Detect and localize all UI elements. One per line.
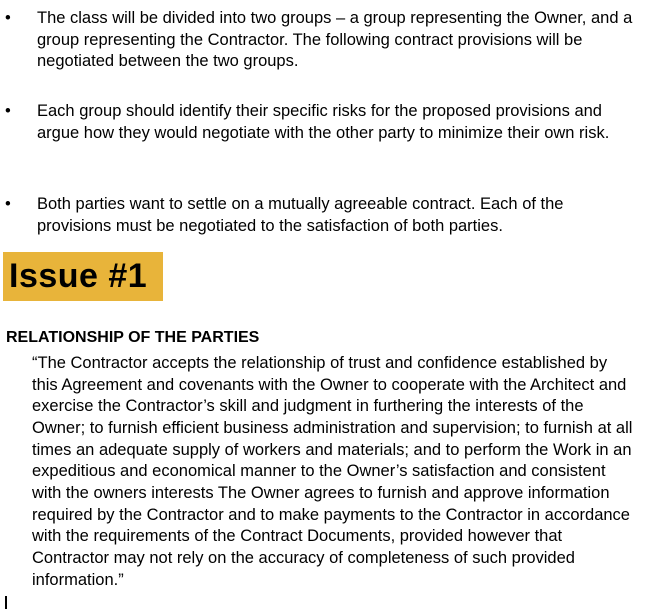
- bullet-text: The class will be divided into two groups – a group representing the Owner, and a group representing the Contractor. The following contract provisions will be negotiated between the two groups.: [37, 9, 633, 70]
- bullet-text: Each group should identify their specific risks for the proposed provisions and argue how they would negotiate with the other party to minimize their own risk.: [37, 102, 610, 142]
- section-heading: RELATIONSHIP OF THE PARTIES: [6, 329, 260, 346]
- bullet-marker: •: [5, 9, 11, 27]
- bullet-marker: •: [5, 102, 11, 120]
- text-cursor: [5, 596, 7, 609]
- issue-title: Issue #1: [9, 257, 148, 295]
- issue-highlight: [3, 252, 163, 301]
- bullet-marker: •: [5, 195, 11, 213]
- bullet-text: Both parties want to settle on a mutually agreeable contract. Each of the provisions must be negotiated to the satisfaction of both parties.: [37, 195, 564, 235]
- provision-quote: “The Contractor accepts the relationship of trust and confidence established by this Agreement and covenants with the Owner to cooperate with the Architect and exercise the Contractor’s skill and judgment in furthering the interests of the Owner; to furnish efficient business administration and supervision; to furnish at all times an adequate supply of workers and materials; and to perform the Work in an expeditious and economical manner to the Owner’s satisfaction and consistent with the owners interests The Owner agrees to furnish and approve information required by the Contractor and to make payments to the Contractor in accordance with the requirements of the Contract Documents, provided however that Contractor may not rely on the accuracy of completeness of such provided information.”: [32, 354, 633, 589]
